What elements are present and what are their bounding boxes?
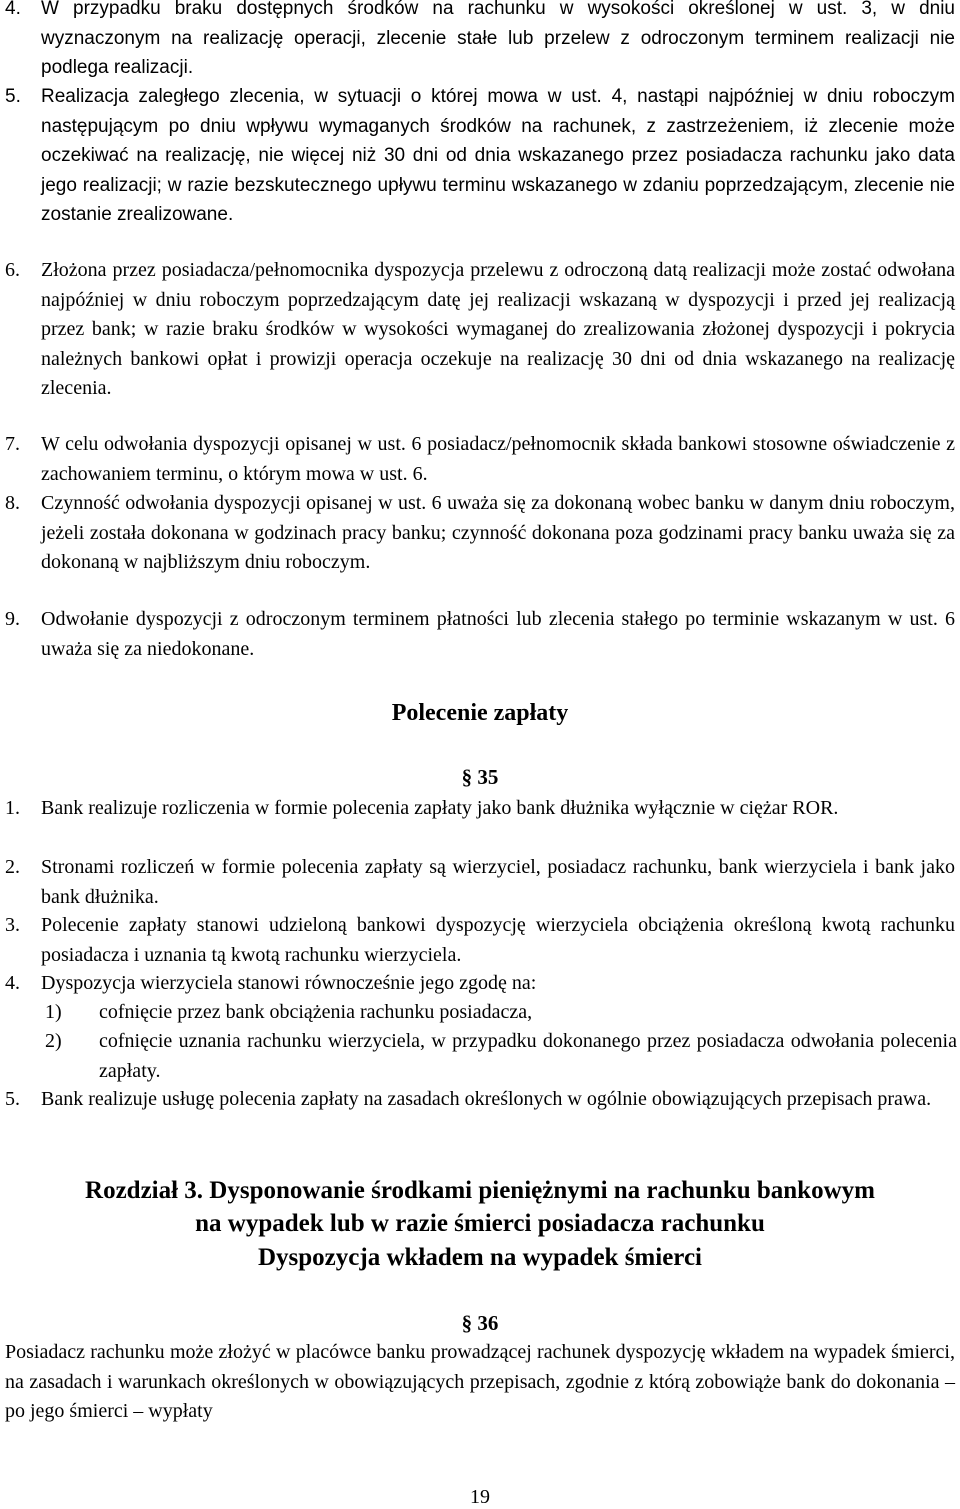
item-number: 3. [5,914,20,936]
sub-list-item [45,998,957,1028]
sub-item-number: 2) [45,1030,62,1052]
item-text: Złożona przez posiadacza/pełnomocnika dyspozycja przelewu z odroczoną datą realizacji może zostać odwołana najpóźniej w dniu roboczym poprzedzającym datę jej realizacji wskazaną w dyspozycji i przed jej realizacją przez bank; w razie braku środków w wysokości wymaganej do zrealizowania złożonej dyspozycji i pokrycia należnych bankowi opłat i prowizji operacja oczekuje na realizację 30 dni od dnia wskazanego na realizację zlecenia. [41,259,955,399]
item-number: 2. [5,856,20,878]
item-text: Stronami rozliczeń w formie polecenia zapłaty są wierzyciel, posiadacz rachunku, bank wierzyciela i bank jako bank dłużnika. [41,856,955,908]
item-number: 4. [5,0,21,19]
list-item [5,794,955,824]
list-item [5,969,955,999]
paragraph-number: § 36 [461,1311,499,1335]
item-number: 7. [5,433,20,455]
section-title: Polecenie zapłaty [391,700,569,726]
list-item [5,911,955,970]
sub-item-text: cofnięcie przez bank obciążenia rachunku posiadacza, [99,1001,533,1023]
item-text: W przypadku braku dostępnych środków na rachunku w wysokości określonej w ust. 3, w dniu wyznaczonym na realizację operacji, zlecenie stałe lub przelew z odroczonym terminem realizacji nie podlega realizacji. [41,0,955,78]
item-number: 9. [5,608,20,630]
sub-list-item [45,1027,957,1086]
item-number: 1. [5,797,20,819]
item-text: Bank realizuje rozliczenia w formie polecenia zapłaty jako bank dłużnika wyłącznie w ciężar ROR. [41,797,839,819]
list-item [5,430,955,489]
chapter-title: Rozdział 3. Dysponowanie środkami pieniężnymi na rachunku bankowym [85,1177,875,1204]
sub-item-text: cofnięcie uznania rachunku wierzyciela, w przypadku dokonanego przez posiadacza odwołania polecenia zapłaty. [99,1030,957,1082]
list-item [5,256,955,404]
item-text: Odwołanie dyspozycji z odroczonym terminem płatności lub zlecenia stałego po terminie wskazanym w ust. 6 uważa się za niedokonane. [41,608,955,660]
list-item [5,853,955,912]
list-item [5,605,955,664]
chapter-section-title: Dyspozycja wkładem na wypadek śmierci [258,1244,702,1271]
list-item [5,1085,955,1115]
item-text: Czynność odwołania dyspozycji opisanej w ust. 6 uważa się za dokonaną wobec banku w danym dniu roboczym, jeżeli została dokonana w godzinach pracy banku; czynność dokonana poza godzinami pracy banku uważa się za dokonaną w najbliższym dniu roboczym. [41,492,955,573]
item-number: 4. [5,972,20,994]
item-text: Polecenie zapłaty stanowi udzieloną bankowi dyspozycję wierzyciela obciążenia określoną kwotą rachunku posiadacza i uznania tą kwotą rachunku wierzyciela. [41,914,955,966]
chapter-subtitle: na wypadek lub w razie śmierci posiadacza rachunku [195,1210,765,1237]
item-text: Bank realizuje usługę polecenia zapłaty na zasadach określonych w ogólnie obowiązujących przepisach prawa. [41,1088,932,1110]
sub-item-number: 1) [45,1001,62,1023]
item-number: 8. [5,492,20,514]
page-number: 19 [470,1486,490,1508]
item-number: 6. [5,259,20,281]
paragraph-number: § 35 [461,765,499,789]
item-number: 5. [5,1088,20,1110]
item-text: Dyspozycja wierzyciela stanowi równocześnie jego zgodę na: [41,972,537,994]
list-item [5,0,955,83]
chapter-text: Posiadacz rachunku może złożyć w placówce banku prowadzącej rachunek dyspozycję wkładem na wypadek śmierci, na zasadach i warunkach określonych w obowiązujących przepisach, zgodnie z którą zobowiąże bank do dokonania – po jego śmierci – wypłaty [5,1341,955,1422]
item-text: W celu odwołania dyspozycji opisanej w ust. 6 posiadacz/pełnomocnik składa bankowi stosowne oświadczenie z zachowaniem terminu, o którym mowa w ust. 6. [41,433,955,485]
list-item [5,82,955,230]
list-item [5,489,955,578]
item-number: 5. [5,86,21,107]
item-text: Realizacja zaległego zlecenia, w sytuacji o której mowa w ust. 4, nastąpi najpóźniej w dniu roboczym następującym po dniu wpływu wymaganych środków na rachunek, z zastrzeżeniem, iż zlecenie może oczekiwać na realizację, nie więcej niż 30 dni od dnia wskazanego przez posiadacza rachunku jako data jego realizacji; w razie bezskutecznego upływu terminu wskazanego w zdaniu poprzedzającym, zlecenie nie zostanie zrealizowane. [41,86,955,225]
